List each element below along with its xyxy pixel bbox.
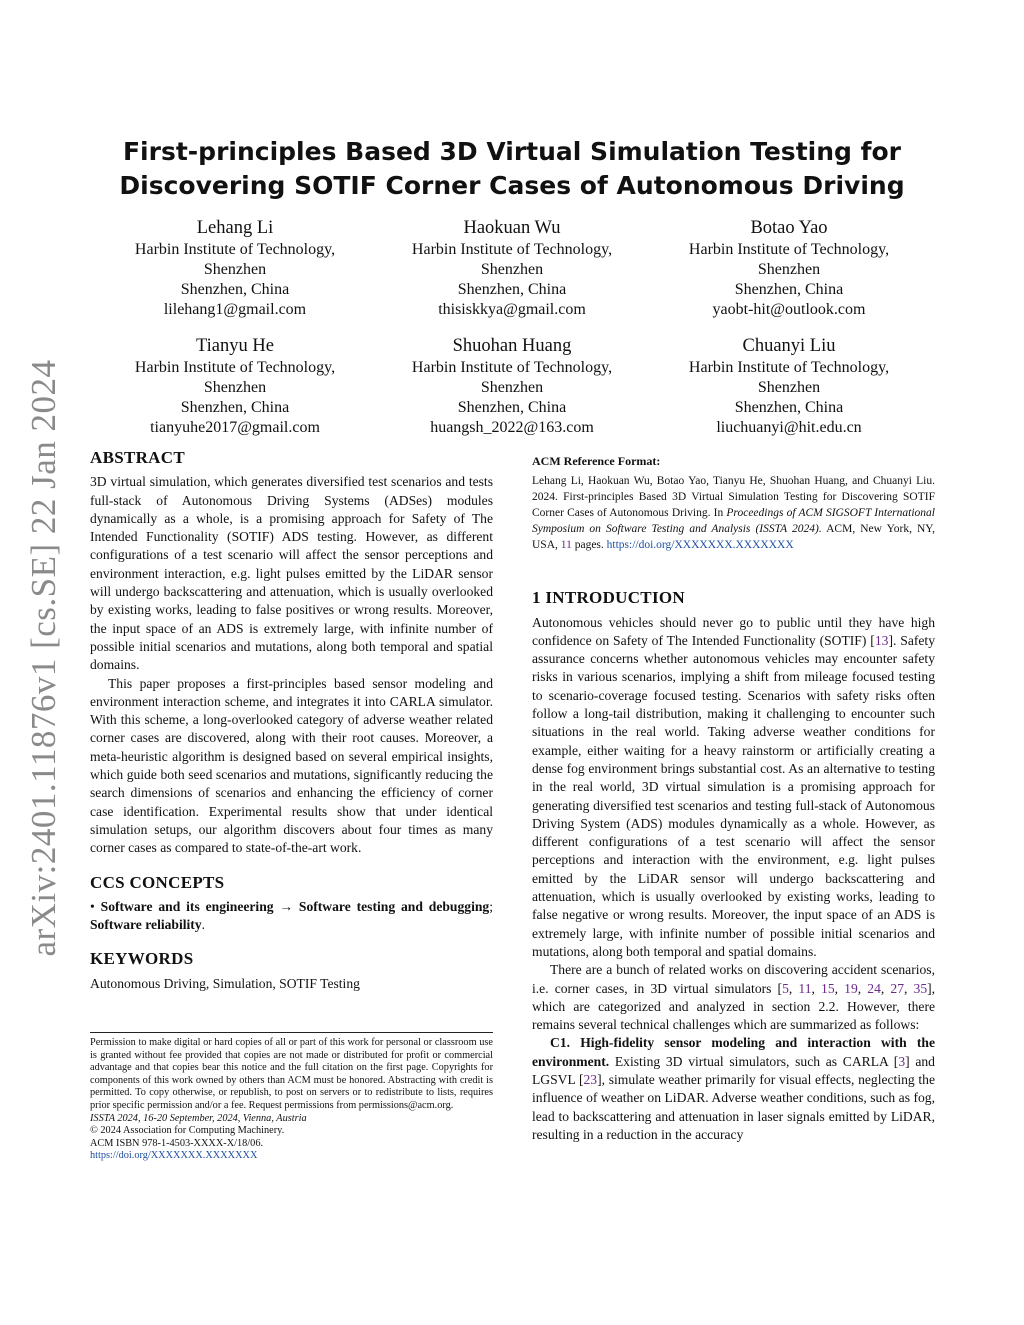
left-column: [90, 449, 493, 993]
author-location: Shenzhen, China: [457, 399, 567, 416]
intro-paragraph-2: There are a bunch of related works on discovering accident scenarios, i.e. corner cases, in 3D virtual simulators [5, 11, 15, 19, 24, 27, 35], which are categorized and analyzed in section 2.2. However, there remains several technical challenges which are summarized as follows:: [532, 962, 936, 1033]
author-affiliation-city: Shenzhen: [757, 379, 821, 396]
author-affiliation-city: Shenzhen: [203, 261, 267, 278]
author-name: Botao Yao: [750, 218, 828, 238]
reference-text-part-2: ACM, New York, NY, USA,: [532, 523, 935, 552]
author-card: [377, 216, 647, 320]
conference-line: [90, 1113, 493, 1126]
keywords-heading: KEYWORDS: [90, 949, 194, 969]
challenge-c1-text-b: ] and LGSVL [: [532, 1053, 935, 1088]
section-gap: [90, 934, 493, 950]
author-affiliation: Harbin Institute of Technology,: [134, 241, 336, 258]
author-location: Shenzhen, China: [734, 399, 844, 416]
copyright-line: © 2024 Association for Computing Machinery.: [90, 1125, 285, 1137]
section-gap: [532, 553, 935, 589]
author-email: huangsh_2022@163.com: [430, 419, 594, 436]
permission-text: Permission to make digital or hard copies of all or part of this work for personal or classroom use is granted without fee provided that copies are not made or distributed for profit or commercial advantage and that copies bear this notice and the full citation on the first page. Copyrights for components of this work owned by others than ACM must be honored. Abstracting with credit is permitted. To copy otherwise, or republish, to post on servers or to redistribute to lists, requires prior specific permission and/or a fee. Request permissions from permissions@acm.org.: [90, 1037, 493, 1111]
author-location: Shenzhen, China: [180, 281, 290, 298]
paper-title: [100, 135, 924, 203]
title-line-2: Discovering SOTIF Corner Cases of Autonomous Driving: [119, 171, 905, 200]
author-email: lilehang1@gmail.com: [163, 301, 307, 318]
author-affiliation-city: Shenzhen: [203, 379, 267, 396]
author-card: [100, 334, 370, 438]
intro-p1-text-b: ]. Safety assurance concerns whether autonomous vehicles may encounter safety risks in various scenarios, implying a shift from mileage focused testing to scenario-coverage focused testing. Scenarios with safety risks often follow a long-tail distribution, making it challenging to encounter such situations in the real world. Taking adverse weather conditions for example, either waiting for a heavy rainstorm or artificially creating a dense fog environment brings substantial cost. As an alternative to testing in the real world, 3D virtual simulation is a promising approach for generating diversified test scenarios and testing full-stack of Autonomous Driving System (ADS) modules dynamically as a whole. However, as different configurations of a test scenario will affect the sensor perceptions and interaction with the environment, e.g. light pulses emitted by the LiDAR sensor will undergo backscattering and attenuation, which is usually overlooked by existing works, leading to false negative or wrong results. Moreover, the input space of an ADS is extremely large, with infinite number of possible initial scenarios and mutations, along both temporal and spatial domains.: [532, 632, 935, 959]
intro-p1-text-a: Autonomous vehicles should never go to public until they have high confidence on Safety of The Intended Functionality (SOTIF) [: [532, 614, 935, 648]
intro-p2-text-b: ], which are categorized and analyzed in section 2.2. However, there remains several technical challenges which are summarized as follows:: [532, 980, 936, 1033]
intro-p2-text-a: There are a bunch of related works on discovering accident scenarios, i.e. corner cases, in 3D virtual simulators [: [532, 962, 935, 996]
author-name: Shuohan Huang: [452, 336, 572, 356]
author-block: [100, 216, 924, 452]
permission-footer: [90, 1032, 493, 1163]
author-name: Chuanyi Liu: [742, 336, 836, 356]
footer-doi-link[interactable]: https://doi.org/XXXXXXX.XXXXXXX: [90, 1150, 258, 1162]
ccs-concept-2: Software testing and debugging: [298, 898, 490, 914]
reference-pages-link[interactable]: 11: [560, 539, 572, 552]
author-location: Shenzhen, China: [734, 281, 844, 298]
isbn-line: ACM ISBN 978-1-4503-XXXX-X/18/06.: [90, 1137, 264, 1149]
author-location: Shenzhen, China: [457, 281, 567, 298]
citation-link[interactable]: 23: [583, 1072, 598, 1088]
author-name: Lehang Li: [196, 218, 274, 238]
author-card: [100, 216, 370, 320]
author-affiliation: Harbin Institute of Technology,: [411, 359, 613, 376]
citation-link[interactable]: 19: [844, 980, 858, 996]
abstract-paragraph-1: 3D virtual simulation, which generates diversified test scenarios and tests full-stack of Autonomous Driving Systems (ADSes) modules dynamically as a whole, is a promising approach for Safety of The Intended Functionality (SOTIF) ADS testing. However, as different configurations of a test scenario will affect the sensor perceptions and environment interaction, e.g. light pulses emitted by the LiDAR sensor will undergo backscattering and attenuation, which is usually overlooked by existing works, leading to false positives or wrong results. Moreover, the input space of an ADS is extremely large, with infinite number of possible initial scenarios and mutations, along both temporal and spatial domains.: [90, 474, 493, 673]
conference-text: ISSTA 2024, 16-20 September, 2024, Vienna, Austria: [90, 1112, 307, 1124]
ccs-concept-3: Software reliability: [90, 917, 202, 933]
right-column: [532, 452, 935, 1144]
author-card: [377, 334, 647, 438]
reference-format-heading: ACM Reference Format:: [532, 454, 661, 468]
arxiv-identifier: [22, 358, 66, 957]
citation-link[interactable]: 15: [821, 980, 835, 996]
keywords-text: Autonomous Driving, Simulation, SOTIF Testing: [90, 975, 360, 991]
citation-link[interactable]: 11: [798, 980, 812, 996]
challenge-c1-text-c: ], simulate weather primarily for visual effects, neglecting the influence of weather on LiDAR. Adverse weather conditions, such as fog, lead to backscattering and attenuation in laser signals emitted by LiDAR, resulting in a reduction in the accuracy: [532, 1072, 935, 1142]
author-affiliation: Harbin Institute of Technology,: [688, 241, 890, 258]
introduction-heading: 1 INTRODUCTION: [532, 588, 685, 608]
section-gap: [90, 858, 493, 874]
author-affiliation: Harbin Institute of Technology,: [134, 359, 336, 376]
challenge-c1-title: C1. High-fidelity sensor modeling and interaction with the environment.: [532, 1035, 935, 1069]
title-line-1: First-principles Based 3D Virtual Simulation Testing for: [122, 137, 901, 166]
ccs-separator: ;: [489, 898, 493, 914]
author-email: thisiskkya@gmail.com: [438, 301, 586, 318]
author-affiliation-city: Shenzhen: [480, 379, 544, 396]
intro-paragraph-1: [532, 614, 935, 962]
author-row-1: [100, 216, 924, 320]
challenge-c1-text-a: Existing 3D virtual simulators, such as CARLA [: [609, 1053, 899, 1069]
author-affiliation: Harbin Institute of Technology,: [411, 241, 613, 258]
author-email: liuchuanyi@hit.edu.cn: [716, 419, 862, 436]
author-row-2: [100, 334, 924, 438]
abstract-paragraph-2: This paper proposes a first-principles based sensor modeling and environment interaction scheme, and integrates it into CARLA simulator. With this scheme, a long-overlooked category of adverse weather related corner cases are discovered, along with their root causes. Moreover, a meta-heuristic algorithm is designed based on several empirical insights, which guide both seed scenarios and mutations, significantly reducing the search dimensions of scenarios and enhancing the efficiency of corner case identification. Experimental results show that under identical simulation setups, our algorithm discovers about four times as many corner cases as compared to state-of-the-art work.: [90, 675, 493, 856]
author-email: tianyuhe2017@gmail.com: [150, 419, 320, 436]
citation-link[interactable]: 5: [782, 980, 789, 996]
ccs-arrow: →: [273, 898, 299, 914]
intro-challenge-c1: [532, 1034, 935, 1144]
ccs-end: .: [201, 917, 206, 933]
reference-text-part-1: Lehang Li, Haokuan Wu, Botao Yao, Tianyu He, Shuohan Huang, and Chuanyi Liu. 2024. First-principles Based 3D Virtual Simulation Testing for Discovering SOTIF Corner Cases of Autonomous Driving. In: [532, 475, 935, 520]
abstract-heading: ABSTRACT: [90, 448, 185, 467]
author-name: Tianyu He: [196, 336, 274, 356]
author-card: [654, 216, 924, 320]
author-affiliation: Harbin Institute of Technology,: [688, 359, 890, 376]
citation-link[interactable]: 35: [913, 980, 928, 996]
reference-venue: Proceedings of ACM SIGSOFT International Symposium on Software Testing and Analysis (ISSTA 2024).: [532, 507, 935, 536]
citation-link[interactable]: 27: [890, 980, 905, 996]
author-email: yaobt-hit@outlook.com: [712, 301, 866, 318]
author-card: [654, 334, 924, 438]
ccs-concept-1: Software and its engineering: [100, 898, 274, 914]
arxiv-identifier-text: arXiv:2401.11876v1 [cs.SE] 22 Jan 2024: [24, 358, 63, 957]
author-name: Haokuan Wu: [463, 218, 561, 238]
reference-text-part-3: pages.: [571, 539, 607, 552]
author-affiliation-city: Shenzhen: [757, 261, 821, 278]
ccs-bullet: •: [90, 898, 95, 914]
reference-doi-link[interactable]: https://doi.org/XXXXXXX.XXXXXXX: [606, 539, 794, 552]
author-location: Shenzhen, China: [180, 399, 290, 416]
reference-format-text: [532, 473, 935, 553]
ccs-concepts: [90, 898, 493, 935]
citation-link[interactable]: 13: [874, 632, 889, 648]
author-affiliation-city: Shenzhen: [480, 261, 544, 278]
citation-link[interactable]: 24: [867, 980, 881, 996]
citation-link[interactable]: 3: [898, 1053, 906, 1069]
ccs-heading: CCS CONCEPTS: [90, 872, 225, 892]
